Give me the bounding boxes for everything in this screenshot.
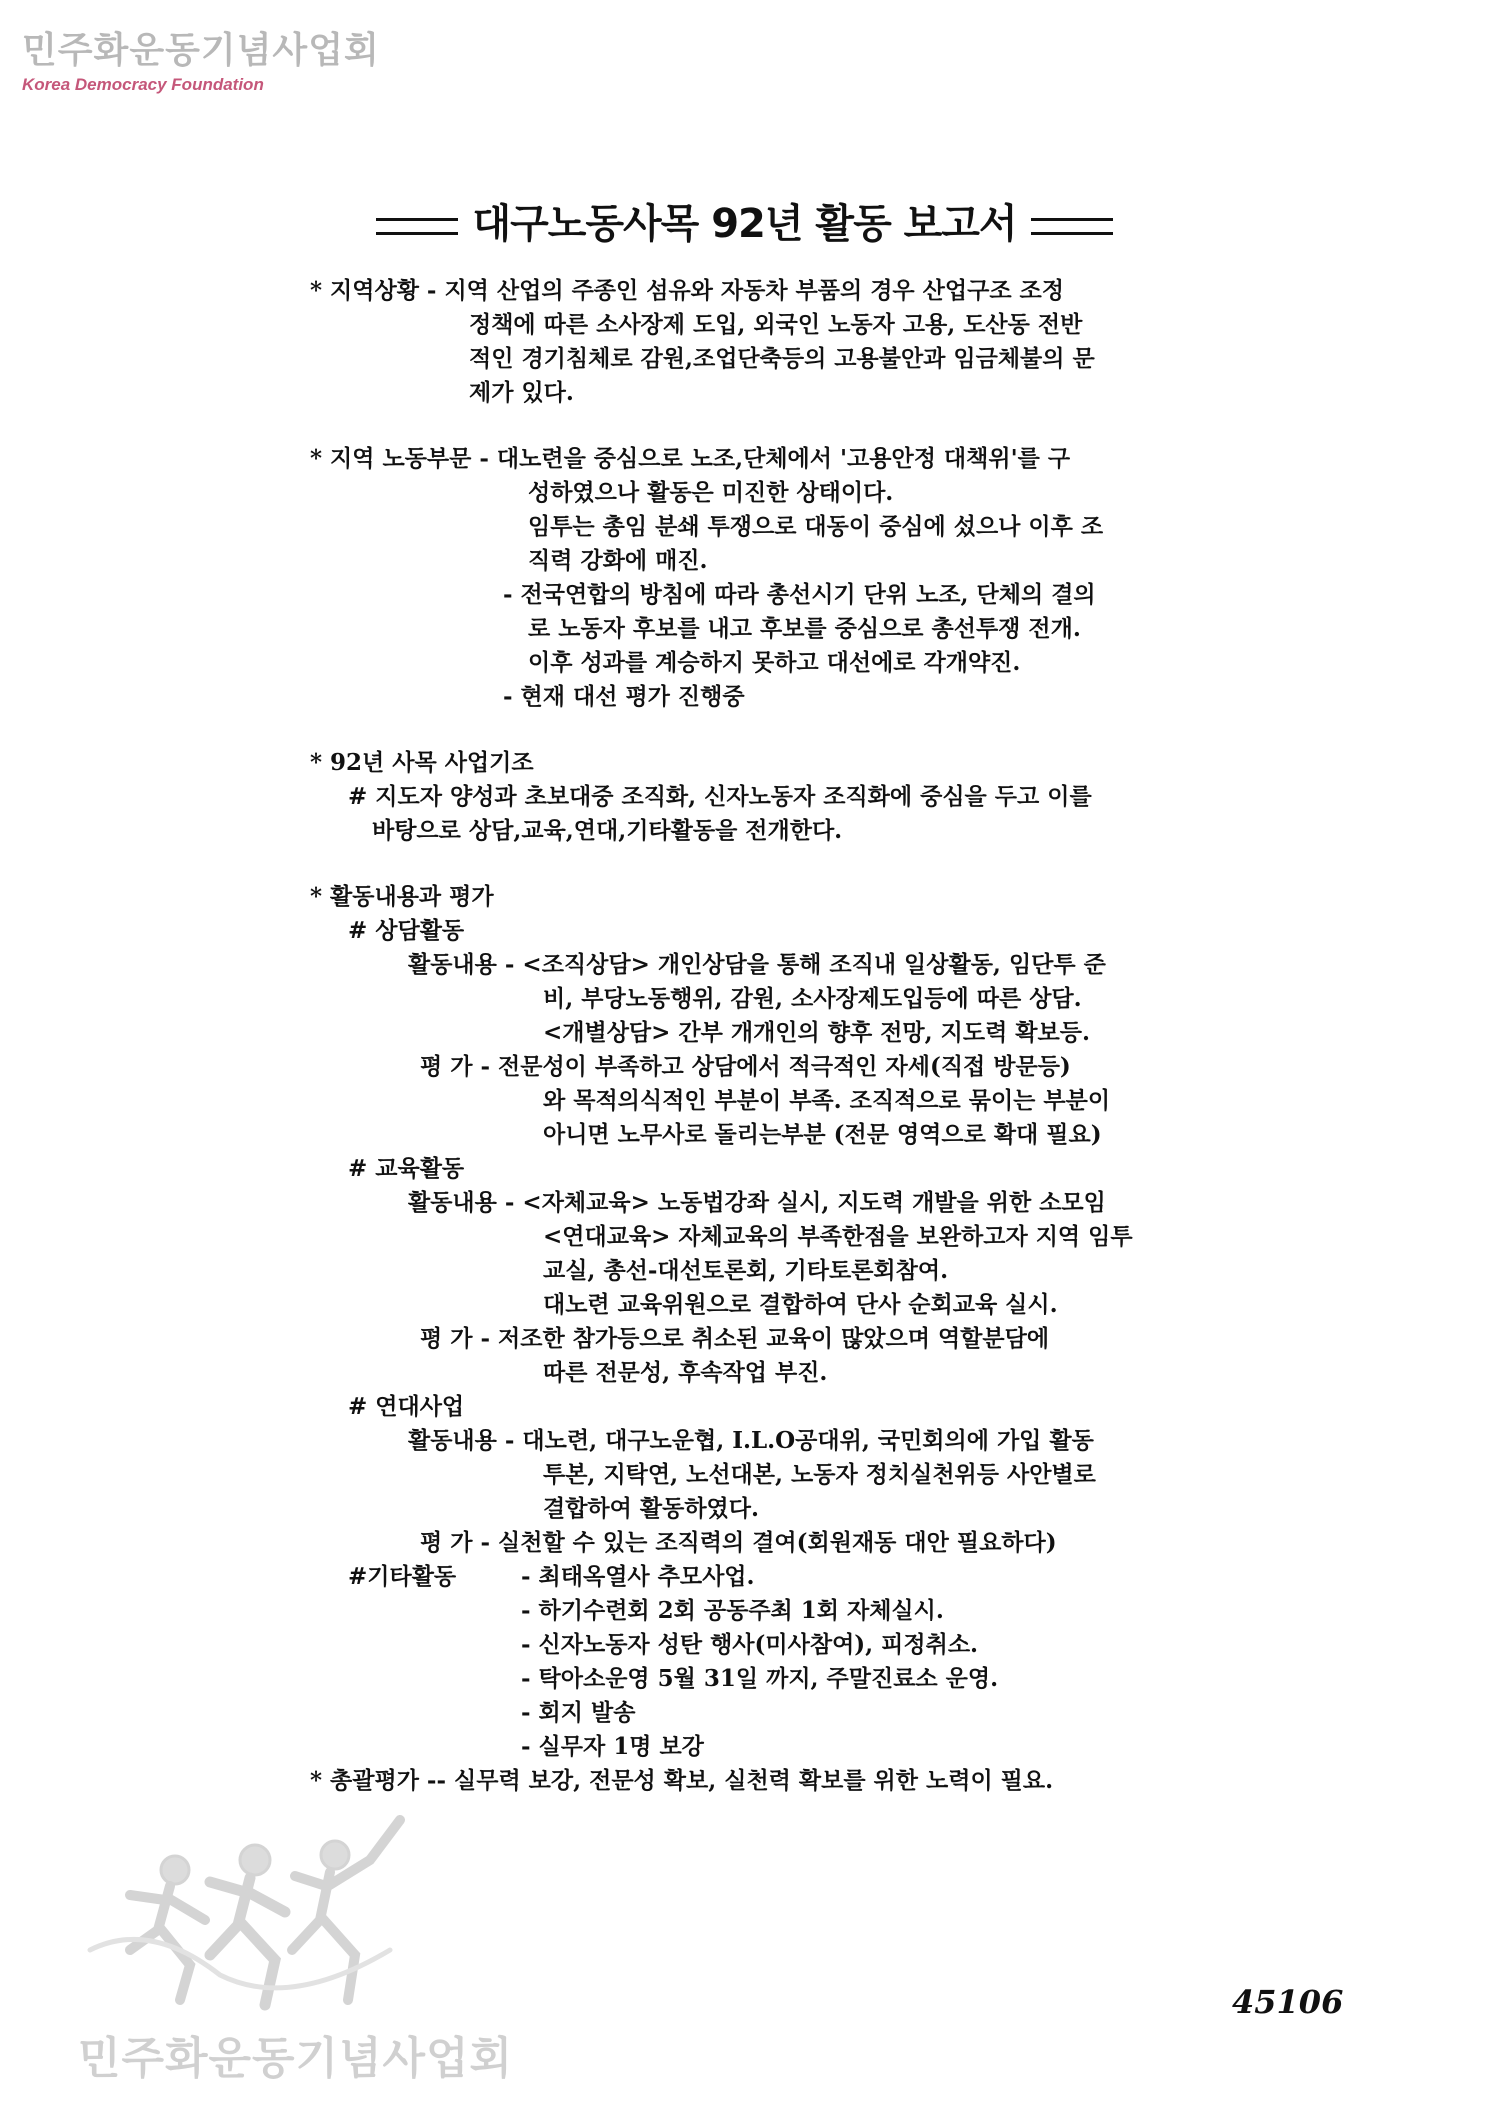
report-line: * 지역 노동부문 - 대노련을 중심으로 노조,단체에서 '고용안정 대책위'를 구 (310, 445, 1071, 472)
report-line: # 상담활동 (348, 917, 465, 944)
report-line: * 92년 사목 사업기조 (310, 749, 534, 776)
report-line: # 교육활동 (348, 1155, 465, 1182)
report-line: - 전국연합의 방침에 따라 총선시기 단위 노조, 단체의 결의 (503, 581, 1096, 608)
report-line: # 지도자 양성과 초보대중 조직화, 신자노동자 조직화에 중심을 두고 이를 (348, 783, 1092, 810)
report-line: 교실, 총선-대선토론회, 기타토론회참여. (543, 1257, 949, 1284)
foundation-logo-watermark (70, 1800, 514, 2090)
report-line: - 신자노동자 성탄 행사(미사참여), 피정취소. (521, 1631, 979, 1658)
report-line: # 연대사업 (348, 1393, 465, 1420)
report-line: - 탁아소운영 5월 31일 까지, 주말진료소 운영. (521, 1665, 999, 1692)
report-line: * 총괄평가 -- 실무력 보강, 전문성 확보, 실천력 확보를 위한 노력이 필요. (310, 1767, 1054, 1794)
report-line: 대노련 교육위원으로 결합하여 단사 순회교육 실시. (543, 1291, 1058, 1318)
report-line: - 회지 발송 (521, 1699, 636, 1726)
page-number: 45106 (1232, 1983, 1344, 2021)
runners-logo-icon (70, 1800, 470, 2020)
report-line: * 활동내용과 평가 (310, 883, 494, 910)
report-line: 정책에 따른 소사장제 도입, 외국인 노동자 고용, 도산동 전반 (469, 311, 1083, 338)
report-line: 투본, 지탁연, 노선대본, 노동자 정치실천위등 사안별로 (543, 1461, 1096, 1488)
report-line: - 실무자 1명 보강 (521, 1733, 704, 1760)
report-line: 결합하여 활동하였다. (543, 1495, 759, 1522)
title-rule-left (376, 218, 458, 235)
report-line: 로 노동자 후보를 내고 후보를 중심으로 총선투쟁 전개. (528, 615, 1081, 642)
title-rule-right (1031, 218, 1113, 235)
report-line: - 현재 대선 평가 진행중 (503, 683, 745, 710)
report-line: 비, 부당노동행위, 감원, 소사장제도입등에 따른 상담. (543, 985, 1082, 1012)
report-line: 따른 전문성, 후속작업 부진. (543, 1359, 828, 1386)
report-line: 활동내용 - <조직상담> 개인상담을 통해 조직내 일상활동, 임단투 준 (408, 951, 1106, 978)
report-line: 평 가 - 실천할 수 있는 조직력의 결여(회원재동 대안 필요하다) (420, 1529, 1057, 1556)
report-line: 제가 있다. (469, 379, 574, 406)
watermark-bottom-text: 민주화운동기념사업회 (78, 2033, 514, 2084)
watermark-korean: 민주화운동기념사업회 (22, 30, 380, 71)
report-line: 와 목적의식적인 부분이 부족. 조직적으로 묶이는 부분이 (543, 1087, 1111, 1114)
watermark-english: Korea Democracy Foundation (22, 75, 264, 94)
report-line: <개별상담> 간부 개개인의 향후 전망, 지도력 확보등. (543, 1019, 1090, 1046)
report-line: 평 가 - 전문성이 부족하고 상담에서 적극적인 자세(직접 방문등) (420, 1053, 1071, 1080)
report-line: 임투는 총임 분쇄 투쟁으로 대동이 중심에 섰으나 이후 조 (528, 513, 1104, 540)
report-line: - 하기수련회 2회 공동주최 1회 자체실시. (521, 1597, 944, 1624)
report-line: 이후 성과를 계승하지 못하고 대선에로 각개약진. (528, 649, 1021, 676)
report-line: 활동내용 - 대노련, 대구노운협, I.L.O공대위, 국민회의에 가입 활동 (408, 1427, 1094, 1454)
report-line: * 지역상황 - 지역 산업의 주종인 섬유와 자동차 부품의 경우 산업구조 조정 (310, 277, 1064, 304)
foundation-watermark (22, 22, 380, 95)
report-line: #기타활동 (348, 1563, 457, 1590)
report-line: 아니면 노무사로 돌리는부분 (전문 영역으로 확대 필요) (543, 1121, 1102, 1148)
report-line: 적인 경기침체로 감원,조업단축등의 고용불안과 임금체불의 문 (469, 345, 1095, 372)
report-line: 성하였으나 활동은 미진한 상태이다. (528, 479, 894, 506)
document-title (0, 192, 1489, 249)
report-line: 평 가 - 저조한 참가등으로 취소된 교육이 많았으며 역할분담에 (420, 1325, 1050, 1352)
report-line: 직력 강화에 매진. (528, 547, 708, 574)
report-line: 활동내용 - <자체교육> 노동법강좌 실시, 지도력 개발을 위한 소모임 (408, 1189, 1106, 1216)
title-text: 대구노동사목 92년 활동 보고서 (472, 201, 1017, 247)
report-line: - 최태옥열사 추모사업. (521, 1563, 755, 1590)
report-line: 바탕으로 상담,교육,연대,기타활동을 전개한다. (372, 817, 843, 844)
report-line: <연대교육> 자체교육의 부족한점을 보완하고자 지역 임투 (543, 1223, 1133, 1250)
